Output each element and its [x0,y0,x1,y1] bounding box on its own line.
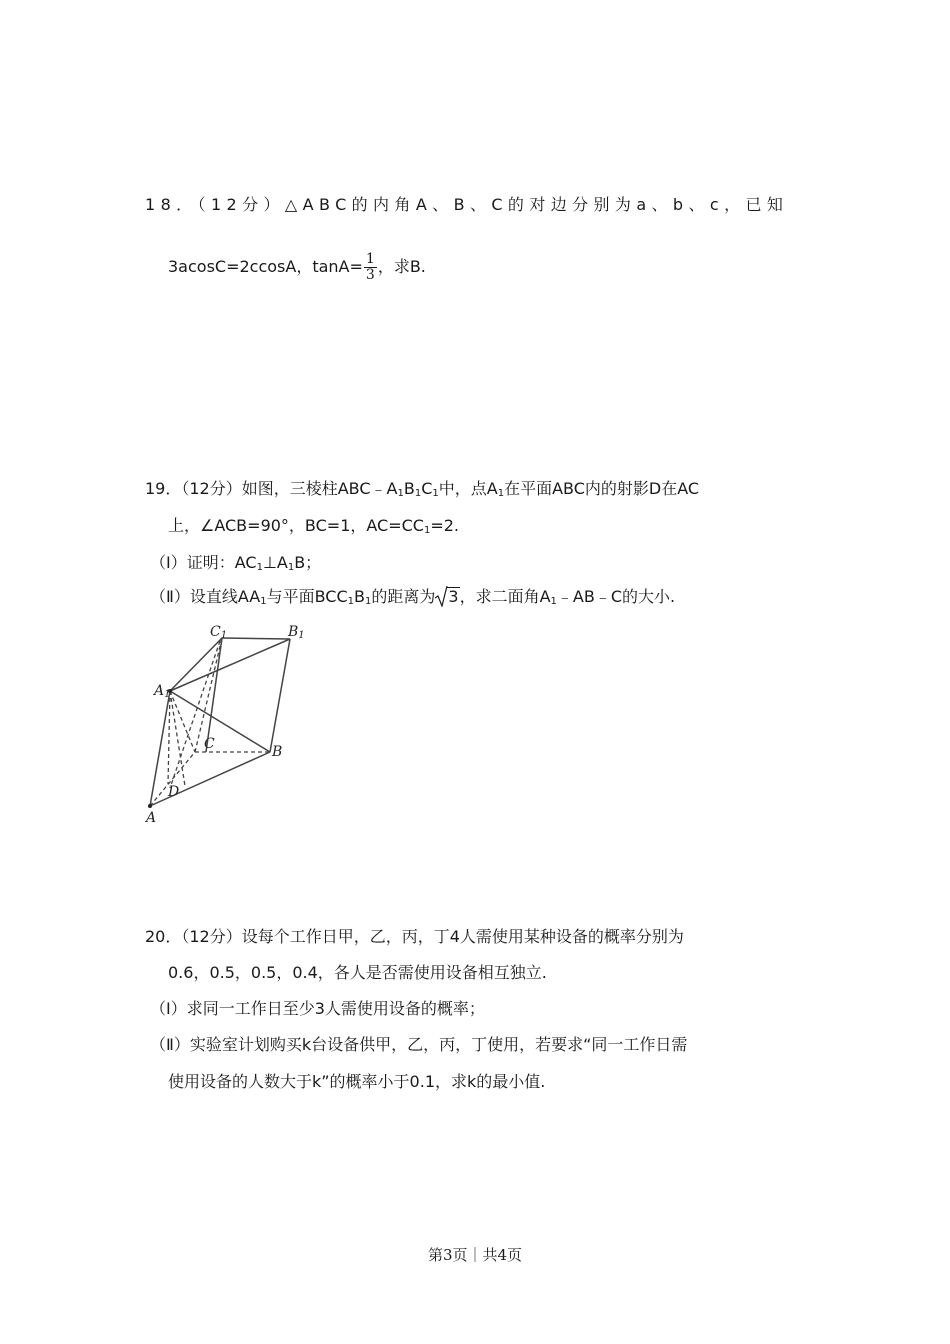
label-c: C [204,736,215,752]
q18-line2 [168,252,426,283]
prism-figure [140,616,320,828]
label-d: D [168,784,180,800]
q18-line1: 18．（12分）△ABC的内角A、B、C的对边分别为a、b、c，已知 [145,195,789,214]
q20-line1: 20．（12分）设每个工作日甲，乙，丙，丁4人需使用某种设备的概率分别为 [145,927,684,946]
q19-part2: （Ⅱ）设直线$AA_1$与平面$BCC_1B_1$的距离为 3，求二面角$A_1﹣AB﹣C$的大小. [150,587,676,607]
q18-line2-post: ，求B. [377,257,426,276]
q19-line1: 19．（12分）如图，三棱柱$ABC﹣A_1B_1C_1$中，点$A_1$在平面ABC内的射影D在AC [145,479,700,499]
q19-part1: （Ⅰ）证明：$AC_1\perp A_1B$； [150,553,322,573]
label-b1: B1 [288,624,305,641]
label-a: A [146,810,157,826]
q20-part1: （Ⅰ）求同一工作日至少3人需使用设备的概率； [150,999,485,1018]
label-b: B [272,744,283,760]
q20-part2-cont: 使用设备的人数大于k”的概率小于0.1，求k的最小值. [168,1072,546,1091]
q18-line2-pre: 3acosC=2ccosA，tanA= [168,257,363,276]
label-a1: A1 [154,683,171,700]
q20-part2: （Ⅱ）实验室计划购买k台设备供甲，乙，丙，丁使用，若要求“同一工作日需 [150,1035,688,1054]
page-footer: 第3页｜共4页 [427,1246,523,1264]
tan-fraction: $\frac{1}{3}$ [365,251,375,283]
q19-line2: 上，∠ACB=90°，BC=1，$AC=CC_1=2$. [168,516,460,536]
label-c1: C1 [210,624,228,641]
sqrt-symbol: 3 [435,586,459,608]
q20-line2: 0.6，0.5，0.5，0.4，各人是否需使用设备相互独立. [168,963,547,982]
